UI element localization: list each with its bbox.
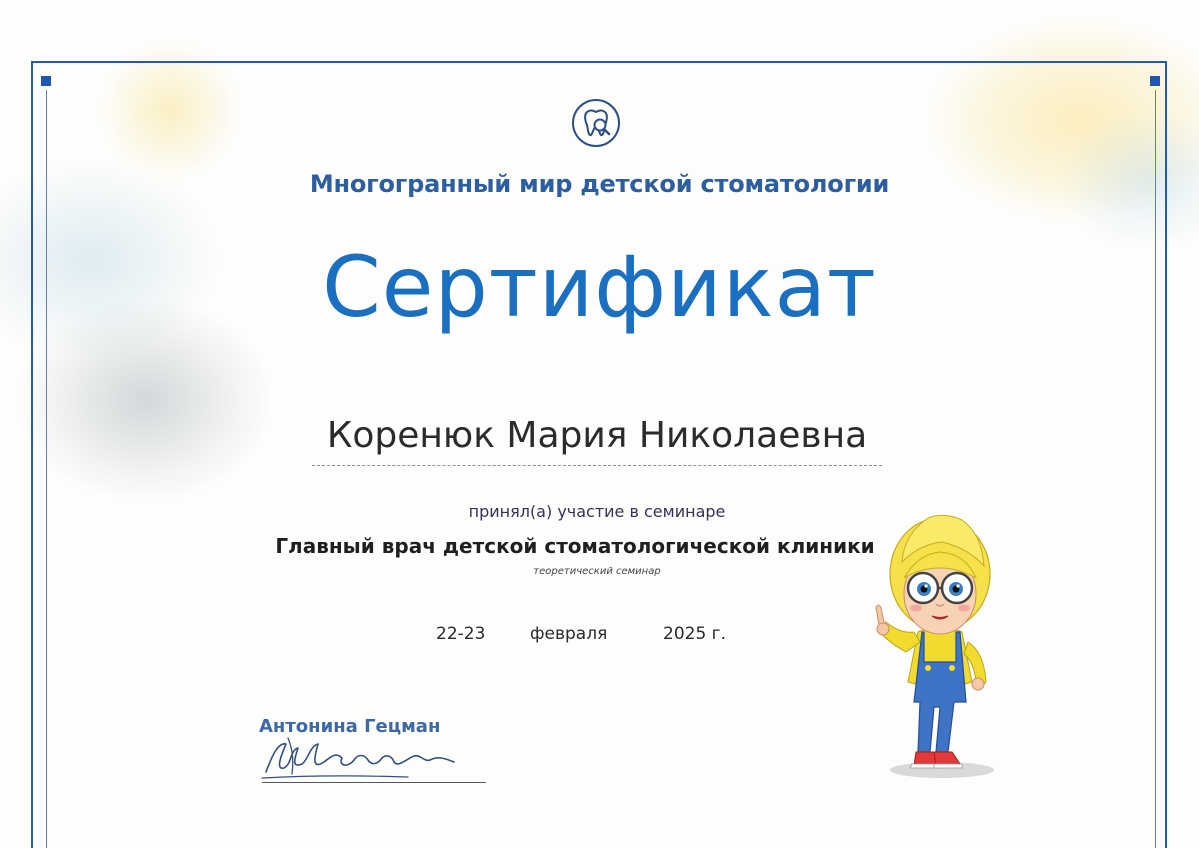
- frame-inner-left-line: [46, 90, 47, 848]
- handwritten-signature: [258, 728, 468, 788]
- signer-name: Антонина Гецман: [259, 716, 441, 737]
- certificate-title: Сертификат: [322, 238, 877, 336]
- recipient-underline: [312, 465, 882, 466]
- frame-corner-left: [41, 76, 51, 86]
- seminar-title: Главный врач детской стоматологической клиники: [275, 534, 875, 558]
- participation-text: принял(а) участие в семинаре: [468, 502, 726, 521]
- signature-line: [262, 782, 486, 783]
- frame-top-border: [31, 61, 1167, 63]
- frame-corner-right: [1150, 76, 1160, 86]
- seminar-type: теоретический семинар: [533, 566, 661, 577]
- date-year: 2025 г.: [663, 624, 727, 644]
- frame-inner-right-line: [1155, 90, 1156, 848]
- recipient-name: Коренюк Мария Николаевна: [326, 415, 868, 456]
- tooth-magnifier-icon: [570, 97, 622, 149]
- cartoon-child-mascot: [848, 482, 1018, 782]
- date-month: февраля: [530, 624, 608, 644]
- organization-title: Многогранный мир детской стоматологии: [309, 170, 890, 198]
- date-days: 22-23: [436, 624, 486, 644]
